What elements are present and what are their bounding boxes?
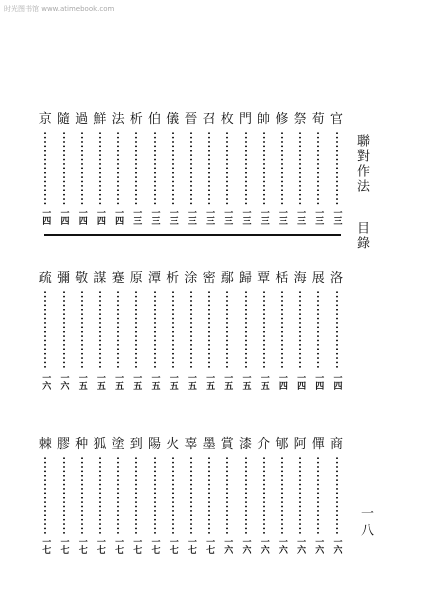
entry-page-number: 一三	[131, 208, 142, 224]
entry-character: 召	[202, 112, 216, 127]
entry-page-number: 一三	[313, 208, 324, 224]
index-entry	[254, 437, 273, 559]
entry-page-number: 一四	[313, 373, 324, 389]
entry-character: 棘	[38, 437, 52, 452]
entry-character: 介	[257, 437, 271, 452]
entry-page-number: 一三	[295, 208, 306, 224]
index-entry	[291, 437, 310, 559]
leader-dots	[99, 456, 101, 534]
index-entry	[218, 437, 237, 559]
entry-character: 僤	[311, 437, 325, 452]
entry-character: 門	[238, 112, 252, 127]
entry-character: 祭	[293, 112, 307, 127]
entry-page-number: 一三	[167, 208, 178, 224]
leader-dots	[226, 290, 228, 370]
leader-dots	[317, 131, 319, 205]
entry-page-number: 一六	[258, 537, 269, 553]
entry-page-number: 一七	[58, 537, 69, 553]
index-entry	[90, 437, 109, 559]
entry-character: 郇	[275, 437, 289, 452]
leader-dots	[208, 290, 210, 370]
entry-character: 塗	[111, 437, 125, 452]
index-entry	[163, 437, 182, 559]
entry-page-number: 一六	[40, 373, 51, 389]
entry-page-number: 一四	[113, 208, 124, 224]
index-entry	[72, 271, 91, 395]
entry-character: 商	[329, 437, 343, 452]
entry-character: 潭	[147, 271, 161, 286]
index-entry	[54, 271, 73, 395]
leader-dots	[135, 131, 137, 205]
leader-dots	[226, 131, 228, 205]
index-entry	[163, 271, 182, 395]
entry-page-number: 一三	[276, 208, 287, 224]
leader-dots	[336, 456, 338, 534]
leader-dots	[263, 131, 265, 205]
entry-character: 析	[166, 271, 180, 286]
index-entry	[291, 271, 310, 395]
leader-dots	[63, 290, 65, 370]
leader-dots	[81, 290, 83, 370]
entry-character: 原	[129, 271, 143, 286]
entry-character: 京	[38, 112, 52, 127]
index-entry	[54, 437, 73, 559]
entry-character: 漆	[238, 437, 252, 452]
index-entry	[109, 271, 128, 395]
entry-page-number: 一三	[185, 208, 196, 224]
entry-character: 洛	[329, 271, 343, 286]
entry-character: 歸	[238, 271, 252, 286]
book-title	[352, 134, 371, 251]
entry-page-number: 一三	[240, 208, 251, 224]
leader-dots	[190, 131, 192, 205]
entry-character: 阿	[293, 437, 307, 452]
index-entry	[90, 271, 109, 395]
entry-character: 敬	[75, 271, 89, 286]
leader-dots	[135, 456, 137, 534]
index-entry	[236, 271, 255, 395]
entry-character: 密	[202, 271, 216, 286]
leader-dots	[208, 131, 210, 205]
leader-dots	[172, 456, 174, 534]
entry-page-number: 一七	[131, 537, 142, 553]
index-entry	[72, 437, 91, 559]
index-entry	[218, 112, 237, 230]
entry-character: 种	[75, 437, 89, 452]
divider-line	[44, 234, 341, 236]
entry-page-number: 一三	[149, 208, 160, 224]
entry-page-number: 一四	[94, 208, 105, 224]
entry-character: 陽	[147, 437, 161, 452]
leader-dots	[299, 290, 301, 370]
index-entry	[145, 271, 164, 395]
leader-dots	[281, 456, 283, 534]
entry-page-number: 一六	[222, 537, 233, 553]
watermark: 时光图书馆 www.atimebook.com	[4, 5, 115, 13]
entry-page-number: 一七	[40, 537, 51, 553]
entry-character: 帥	[257, 112, 271, 127]
entry-character: 官	[329, 112, 343, 127]
entry-character: 過	[75, 112, 89, 127]
entry-character: 火	[166, 437, 180, 452]
leader-dots	[44, 290, 46, 370]
entry-character: 栝	[275, 271, 289, 286]
index-entry	[127, 112, 146, 230]
leader-dots	[281, 290, 283, 370]
entry-page-number: 一四	[76, 208, 87, 224]
index-entry	[291, 112, 310, 230]
entry-character: 析	[129, 112, 143, 127]
book-title-sub: 目錄	[354, 221, 369, 251]
entry-page-number: 一七	[204, 537, 215, 553]
entry-page-number: 一四	[58, 208, 69, 224]
index-entry	[200, 271, 219, 395]
leader-dots	[299, 131, 301, 205]
leader-dots	[99, 290, 101, 370]
index-entry	[218, 271, 237, 395]
entry-character: 法	[111, 112, 125, 127]
index-entry	[181, 271, 200, 395]
entry-page-number: 一四	[295, 373, 306, 389]
entry-page-number: 一五	[185, 373, 196, 389]
entry-character: 覃	[257, 271, 271, 286]
leader-dots	[135, 290, 137, 370]
index-entry	[309, 437, 328, 559]
index-entry	[127, 271, 146, 395]
leader-dots	[281, 131, 283, 205]
entry-character: 辜	[184, 437, 198, 452]
entry-character: 膠	[56, 437, 70, 452]
leader-dots	[117, 290, 119, 370]
leader-dots	[226, 456, 228, 534]
entry-character: 修	[275, 112, 289, 127]
leader-dots	[336, 131, 338, 205]
entry-character: 伯	[147, 112, 161, 127]
entry-page-number: 一五	[204, 373, 215, 389]
entry-character: 儀	[166, 112, 180, 127]
index-entry	[327, 112, 346, 230]
index-entry	[200, 437, 219, 559]
entry-character: 到	[129, 437, 143, 452]
entry-character: 鮮	[93, 112, 107, 127]
entry-character: 賞	[220, 437, 234, 452]
entry-page-number: 一五	[113, 373, 124, 389]
leader-dots	[44, 456, 46, 534]
index-entry	[181, 437, 200, 559]
entry-page-number: 一六	[331, 537, 342, 553]
index-entry	[272, 112, 291, 230]
entry-page-number: 一四	[331, 373, 342, 389]
entry-page-number: 一五	[94, 373, 105, 389]
index-entry	[72, 112, 91, 230]
leader-dots	[190, 456, 192, 534]
index-section-3	[0, 437, 424, 559]
index-entry	[254, 112, 273, 230]
index-entry	[127, 437, 146, 559]
leader-dots	[172, 290, 174, 370]
entry-page-number: 一六	[313, 537, 324, 553]
leader-dots	[336, 290, 338, 370]
entry-page-number: 一五	[149, 373, 160, 389]
index-entry	[200, 112, 219, 230]
entry-character: 海	[293, 271, 307, 286]
leader-dots	[81, 131, 83, 205]
index-entry	[254, 271, 273, 395]
leader-dots	[263, 456, 265, 534]
entry-character: 晉	[184, 112, 198, 127]
index-entry	[36, 112, 55, 230]
entry-page-number: 一六	[295, 537, 306, 553]
leader-dots	[245, 131, 247, 205]
leader-dots	[245, 290, 247, 370]
entry-page-number: 一七	[94, 537, 105, 553]
entry-page-number: 一六	[276, 537, 287, 553]
leader-dots	[117, 456, 119, 534]
leader-dots	[317, 456, 319, 534]
leader-dots	[190, 290, 192, 370]
index-entry	[309, 271, 328, 395]
index-entry	[36, 437, 55, 559]
entry-character: 彌	[56, 271, 70, 286]
entry-page-number: 一七	[149, 537, 160, 553]
index-entry	[54, 112, 73, 230]
entry-page-number: 一五	[76, 373, 87, 389]
entry-character: 荀	[311, 112, 325, 127]
entry-character: 鄢	[220, 271, 234, 286]
leader-dots	[99, 131, 101, 205]
index-entry	[272, 271, 291, 395]
index-entry	[109, 112, 128, 230]
leader-dots	[317, 290, 319, 370]
index-entry	[36, 271, 55, 395]
index-section-2	[0, 271, 424, 395]
index-entry	[145, 437, 164, 559]
entry-page-number: 一七	[113, 537, 124, 553]
leader-dots	[117, 131, 119, 205]
entry-page-number: 一三	[222, 208, 233, 224]
entry-character: 謀	[93, 271, 107, 286]
entry-page-number: 一三	[204, 208, 215, 224]
index-entry	[327, 271, 346, 395]
index-entry	[236, 437, 255, 559]
index-entry	[236, 112, 255, 230]
leader-dots	[299, 456, 301, 534]
leader-dots	[81, 456, 83, 534]
entry-character: 涂	[184, 271, 198, 286]
entry-page-number: 一五	[258, 373, 269, 389]
leader-dots	[208, 456, 210, 534]
entry-character: 蹇	[111, 271, 125, 286]
entry-character: 狐	[93, 437, 107, 452]
entry-page-number: 一六	[240, 537, 251, 553]
entry-character: 墨	[202, 437, 216, 452]
leader-dots	[245, 456, 247, 534]
index-entry	[272, 437, 291, 559]
index-entry	[309, 112, 328, 230]
index-entry	[145, 112, 164, 230]
book-title-main: 聯對作法	[354, 134, 369, 194]
leader-dots	[63, 131, 65, 205]
index-entry	[181, 112, 200, 230]
leader-dots	[172, 131, 174, 205]
leader-dots	[154, 290, 156, 370]
leader-dots	[154, 131, 156, 205]
entry-page-number: 一七	[167, 537, 178, 553]
entry-page-number: 一七	[76, 537, 87, 553]
index-entry	[327, 437, 346, 559]
index-entry	[109, 437, 128, 559]
entry-page-number: 一五	[167, 373, 178, 389]
entry-character: 展	[311, 271, 325, 286]
index-entry	[163, 112, 182, 230]
entry-page-number: 一三	[331, 208, 342, 224]
entry-character: 疏	[38, 271, 52, 286]
leader-dots	[263, 290, 265, 370]
leader-dots	[44, 131, 46, 205]
index-entry	[90, 112, 109, 230]
leader-dots	[154, 456, 156, 534]
entry-page-number: 一四	[276, 373, 287, 389]
entry-page-number: 一五	[240, 373, 251, 389]
entry-character: 枚	[220, 112, 234, 127]
entry-page-number: 一五	[222, 373, 233, 389]
entry-page-number: 一三	[258, 208, 269, 224]
leader-dots	[63, 456, 65, 534]
entry-character: 隨	[56, 112, 70, 127]
entry-page-number: 一六	[58, 373, 69, 389]
entry-page-number: 一七	[185, 537, 196, 553]
page-number: 一八	[358, 506, 373, 540]
entry-page-number: 一四	[40, 208, 51, 224]
entry-page-number: 一五	[131, 373, 142, 389]
